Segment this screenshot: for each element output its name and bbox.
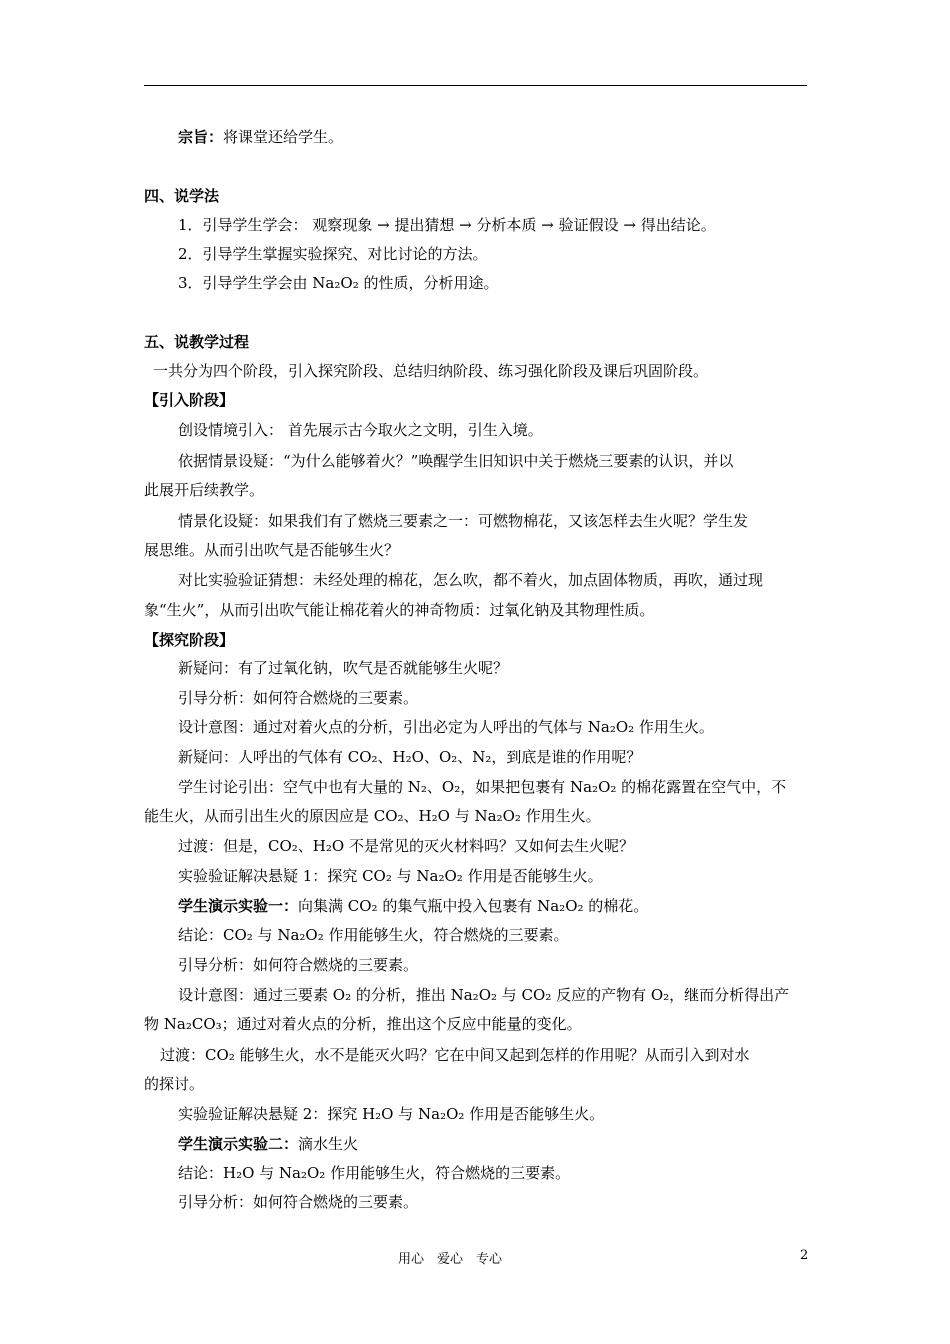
paragraph-line: 过渡：但是，CO₂、H₂O 不是常见的灭火材料吗？又如何去生火呢？ <box>178 837 634 855</box>
paragraph-line: 结论：H₂O 与 Na₂O₂ 作用能够生火，符合燃烧的三要素。 <box>178 1164 571 1182</box>
paragraph-line: 象“生火”，从而引出吹气能让棉花着火的神奇物质：过氧化钠及其物理性质。 <box>144 601 655 619</box>
paragraph-line: 新疑问：有了过氧化钠，吹气是否就能够生火呢？ <box>178 659 509 677</box>
paragraph-line: 学生讨论引出：空气中也有大量的 N₂、O₂，如果把包裹有 Na₂O₂ 的棉花露置在空气中，不 <box>178 778 787 796</box>
paragraph-line: 情景化设疑：如果我们有了燃烧三要素之一：可燃物棉花，又该怎样去生火呢？学生发 <box>178 512 749 530</box>
list-item: 1．引导学生学会： 观察现象 → 提出猜想 → 分析本质 → 验证假设 → 得出结论。 <box>178 216 716 234</box>
paragraph-line: 依据情景设疑：“为什么能够着火？”唤醒学生旧知识中关于燃烧三要素的认识，并以 <box>178 452 734 470</box>
list-item: 2．引导学生掌握实验探究、对比讨论的方法。 <box>178 245 488 263</box>
paragraph-line: 实验验证解决悬疑 1：探究 CO₂ 与 Na₂O₂ 作用是否能够生火。 <box>178 867 603 885</box>
paragraph-line: 对比实验验证猜想：未经处理的棉花，怎么吹，都不着火，加点固体物质，再吹，通过现 <box>178 571 764 589</box>
paragraph-line: 引导分析：如何符合燃烧的三要素。 <box>178 956 419 974</box>
paragraph-line: 实验验证解决悬疑 2：探究 H₂O 与 Na₂O₂ 作用是否能够生火。 <box>178 1105 605 1123</box>
paragraph-line: 创设情境引入： 首先展示古今取火之文明，引生入境。 <box>178 421 543 439</box>
paragraph-line: 的探讨。 <box>144 1075 205 1093</box>
purpose-line: 宗旨：将课堂还给学生。 <box>178 128 344 146</box>
section-heading: 四、说学法 <box>144 187 220 205</box>
section-heading: 五、说教学过程 <box>144 333 250 351</box>
paragraph-line: 设计意图：通过对着火点的分析，引出必定为人呼出的气体与 Na₂O₂ 作用生火。 <box>178 718 714 736</box>
paragraph-line: 引导分析：如何符合燃烧的三要素。 <box>178 1193 419 1211</box>
paragraph-line: 能生火，从而引出生火的原因应是 CO₂、H₂O 与 Na₂O₂ 作用生火。 <box>144 807 601 825</box>
footer-motto: 用心 爱心 专心 <box>398 1252 503 1267</box>
paragraph-line: 此展开后续教学。 <box>144 481 265 499</box>
list-item: 3．引导学生学会由 Na₂O₂ 的性质，分析用途。 <box>178 274 499 292</box>
paragraph-line: 过渡：CO₂ 能够生火，水不是能灭火吗？它在中间又起到怎样的作用呢？从而引入到对水 <box>160 1046 750 1064</box>
paragraph-line: 设计意图：通过三要素 O₂ 的分析，推出 Na₂O₂ 与 CO₂ 反应的产物有 O₂，继而分析得出产 <box>178 986 790 1004</box>
paragraph-line: 展思维。从而引出吹气是否能够生火？ <box>144 541 400 559</box>
experiment-line: 学生演示实验二：滴水生火 <box>178 1135 359 1153</box>
header-rule <box>144 85 807 86</box>
page-number: 2 <box>800 1248 809 1263</box>
paragraph-line: 结论：CO₂ 与 Na₂O₂ 作用能够生火，符合燃烧的三要素。 <box>178 926 569 944</box>
paragraph-line: 物 Na₂CO₃；通过对着火点的分析，推出这个反应中能量的变化。 <box>144 1015 582 1033</box>
paragraph-line: 引导分析：如何符合燃烧的三要素。 <box>178 689 419 707</box>
stage-heading: 【探究阶段】 <box>144 631 235 649</box>
paragraph-line: 一共分为四个阶段，引入探究阶段、总结归纳阶段、练习强化阶段及课后巩固阶段。 <box>153 362 709 380</box>
stage-heading: 【引入阶段】 <box>144 391 235 409</box>
experiment-line: 学生演示实验一：向集满 CO₂ 的集气瓶中投入包裹有 Na₂O₂ 的棉花。 <box>178 897 649 915</box>
paragraph-line: 新疑问：人呼出的气体有 CO₂、H₂O、O₂、N₂，到底是谁的作用呢？ <box>178 748 642 766</box>
